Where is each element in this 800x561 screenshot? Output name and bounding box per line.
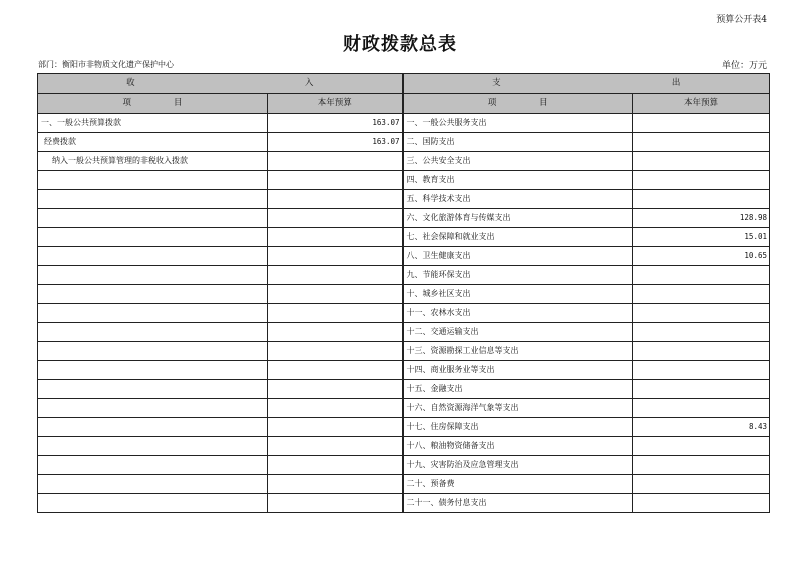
income-budget-cell [268, 323, 403, 342]
income-item-header [38, 94, 268, 114]
table-row [38, 456, 770, 475]
expense-item-cell: 三、公共安全支出 [403, 152, 633, 171]
budget-table [37, 73, 770, 513]
expense-budget-cell [633, 152, 770, 171]
expense-budget-cell [633, 475, 770, 494]
expense-item-cell: 四、教育支出 [403, 171, 633, 190]
income-budget-cell [268, 380, 403, 399]
expense-budget-cell [633, 171, 770, 190]
table-row [38, 475, 770, 494]
expense-budget-cell [633, 133, 770, 152]
table-row [38, 380, 770, 399]
expense-item-cell: 五、科学技术支出 [403, 190, 633, 209]
table-row [38, 266, 770, 285]
table-row [38, 437, 770, 456]
expense-item-cell: 十三、资源勘探工业信息等支出 [403, 342, 633, 361]
income-item-cell [38, 361, 268, 380]
expense-budget-cell: 15.01 [633, 228, 770, 247]
income-budget-cell [268, 285, 403, 304]
expense-item-header-char-2: 目 [539, 98, 548, 108]
income-item-cell: 经费拨款 [38, 133, 268, 152]
table-row [38, 361, 770, 380]
expense-item-cell: 二十、预备费 [403, 475, 633, 494]
page-title: 财政拨款总表 [343, 34, 457, 55]
table-row [38, 323, 770, 342]
expense-budget-cell [633, 437, 770, 456]
income-budget-cell [268, 190, 403, 209]
expense-item-cell: 九、节能环保支出 [403, 266, 633, 285]
income-budget-cell [268, 494, 403, 513]
expense-group-char-2: 出 [671, 78, 681, 88]
expense-group-char-1: 支 [492, 78, 501, 88]
income-budget-cell [268, 418, 403, 437]
expense-item-cell: 十五、金融支出 [403, 380, 633, 399]
expense-budget-cell [633, 456, 770, 475]
expense-budget-cell [633, 342, 770, 361]
expense-budget-cell [633, 494, 770, 513]
table-row [38, 133, 770, 152]
expense-item-header [403, 94, 633, 114]
table-row [38, 152, 770, 171]
income-item-cell [38, 228, 268, 247]
expense-item-cell: 十、城乡社区支出 [403, 285, 633, 304]
income-item-cell [38, 304, 268, 323]
table-row [38, 418, 770, 437]
table-row [38, 285, 770, 304]
income-budget-cell [268, 228, 403, 247]
income-item-cell [38, 456, 268, 475]
income-item-cell [38, 285, 268, 304]
expense-budget-cell [633, 399, 770, 418]
column-header-row [38, 94, 770, 114]
income-item-cell [38, 323, 268, 342]
income-budget-cell: 163.07 [268, 133, 403, 152]
income-item-cell [38, 171, 268, 190]
income-budget-cell [268, 266, 403, 285]
income-budget-cell [268, 475, 403, 494]
income-group-char-1: 收 [126, 78, 135, 88]
expense-item-cell: 十二、交通运输支出 [403, 323, 633, 342]
expense-item-cell: 十四、商业服务业等支出 [403, 361, 633, 380]
income-budget-cell [268, 437, 403, 456]
expense-budget-cell [633, 114, 770, 133]
income-item-cell [38, 266, 268, 285]
income-item-cell [38, 190, 268, 209]
expense-budget-cell [633, 285, 770, 304]
expense-item-cell: 十八、粮油物资储备支出 [403, 437, 633, 456]
income-item-cell [38, 380, 268, 399]
expense-item-cell: 二十一、债务付息支出 [403, 494, 633, 513]
expense-item-cell: 十九、灾害防治及应急管理支出 [403, 456, 633, 475]
table-row [38, 228, 770, 247]
income-budget-cell [268, 304, 403, 323]
income-group-char-2: 入 [304, 78, 314, 88]
income-item-cell [38, 342, 268, 361]
income-item-cell [38, 247, 268, 266]
expense-budget-cell [633, 361, 770, 380]
expense-budget-cell [633, 323, 770, 342]
expense-budget-cell [633, 380, 770, 399]
income-item-header-char-2: 目 [173, 98, 183, 108]
income-budget-cell [268, 361, 403, 380]
expense-budget-cell: 8.43 [633, 418, 770, 437]
expense-item-cell: 十六、自然资源海洋气象等支出 [403, 399, 633, 418]
expense-budget-cell [633, 190, 770, 209]
expense-item-cell: 六、文化旅游体育与传媒支出 [403, 209, 633, 228]
income-item-cell [38, 494, 268, 513]
table-row [38, 494, 770, 513]
income-item-cell [38, 437, 268, 456]
table-row [38, 304, 770, 323]
income-item-cell [38, 418, 268, 437]
expense-item-header-char-1: 项 [487, 98, 497, 108]
income-item-header-char-1: 项 [122, 98, 131, 108]
expense-budget-cell [633, 266, 770, 285]
expense-item-cell: 十七、住房保障支出 [403, 418, 633, 437]
income-item-cell: 一、一般公共预算拨款 [38, 114, 268, 133]
income-budget-cell [268, 171, 403, 190]
income-budget-cell: 163.07 [268, 114, 403, 133]
table-row [38, 114, 770, 133]
income-budget-cell [268, 152, 403, 171]
expense-budget-cell: 128.98 [633, 209, 770, 228]
expense-item-cell: 八、卫生健康支出 [403, 247, 633, 266]
expense-item-cell: 十一、农林水支出 [403, 304, 633, 323]
income-item-cell: 纳入一般公共预算管理的非税收入拨款 [38, 152, 268, 171]
income-budget-cell [268, 456, 403, 475]
income-budget-cell [268, 209, 403, 228]
group-header-row [38, 74, 770, 94]
table-row [38, 190, 770, 209]
income-budget-header: 本年预算 [268, 94, 403, 114]
expense-budget-header: 本年预算 [633, 94, 770, 114]
table-row [38, 342, 770, 361]
expense-group-header [403, 74, 770, 94]
income-item-cell [38, 475, 268, 494]
income-budget-cell [268, 342, 403, 361]
expense-item-cell: 一、一般公共服务支出 [403, 114, 633, 133]
table-row [38, 209, 770, 228]
expense-budget-cell: 10.65 [633, 247, 770, 266]
expense-budget-cell [633, 304, 770, 323]
income-budget-cell [268, 399, 403, 418]
expense-item-cell: 七、社会保障和就业支出 [403, 228, 633, 247]
table-row [38, 247, 770, 266]
income-item-cell [38, 209, 268, 228]
table-number-label: 预算公开表4 [716, 15, 767, 25]
department-label: 部门：衡阳市非物质文化遗产保护中心 [38, 60, 174, 69]
expense-item-cell: 二、国防支出 [403, 133, 633, 152]
income-group-header [38, 74, 403, 94]
income-item-cell [38, 399, 268, 418]
income-budget-cell [268, 247, 403, 266]
table-row [38, 399, 770, 418]
unit-label: 单位：万元 [721, 61, 767, 71]
table-row [38, 171, 770, 190]
